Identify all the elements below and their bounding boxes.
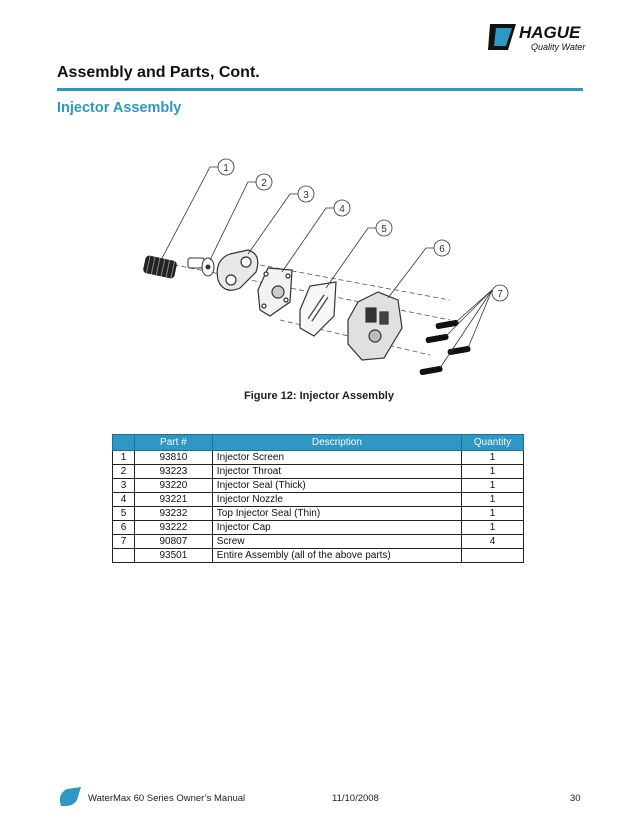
part-injector-cap [348, 292, 402, 360]
row-quantity: 1 [462, 521, 524, 535]
header-part: Part # [134, 435, 212, 451]
row-num: 1 [113, 451, 135, 465]
row-part: 93220 [134, 479, 212, 493]
row-quantity: 4 [462, 535, 524, 549]
row-num: 2 [113, 465, 135, 479]
table-row [113, 465, 524, 479]
row-description: Injector Seal (Thick) [212, 479, 461, 493]
callout-2: 2 [261, 178, 267, 189]
logo-wordmark: HAGUE [519, 23, 581, 42]
footer-date: 11/10/2008 [332, 793, 379, 804]
row-part: 93232 [134, 507, 212, 521]
callout-5: 5 [381, 224, 387, 235]
table-row [113, 507, 524, 521]
part-screws [420, 320, 471, 375]
injector-exploded-diagram [130, 150, 530, 385]
row-part: 93223 [134, 465, 212, 479]
parts-table [112, 434, 524, 563]
section-title: Assembly and Parts, Cont. [57, 64, 260, 81]
row-quantity [462, 549, 524, 563]
header-quantity: Quantity [462, 435, 524, 451]
logo-tagline: Quality Water [531, 42, 586, 52]
callout-4: 4 [339, 204, 345, 215]
row-part: 93221 [134, 493, 212, 507]
figure-caption: Figure 12: Injector Assembly [244, 390, 394, 402]
table-row [113, 493, 524, 507]
sub-title: Injector Assembly [57, 100, 182, 116]
row-quantity: 1 [462, 493, 524, 507]
row-description: Top Injector Seal (Thin) [212, 507, 461, 521]
row-quantity: 1 [462, 507, 524, 521]
header-description: Description [212, 435, 461, 451]
row-num: 4 [113, 493, 135, 507]
row-description: Injector Throat [212, 465, 461, 479]
row-num: 6 [113, 521, 135, 535]
table-row [113, 521, 524, 535]
row-description: Entire Assembly (all of the above parts) [212, 549, 461, 563]
row-quantity: 1 [462, 465, 524, 479]
row-description: Injector Cap [212, 521, 461, 535]
table-row [113, 549, 524, 563]
part-top-injector-seal [300, 282, 336, 336]
table-row [113, 535, 524, 549]
row-part: 93222 [134, 521, 212, 535]
callout-1: 1 [223, 163, 229, 174]
row-part: 90807 [134, 535, 212, 549]
header-num [113, 435, 135, 451]
footer-page-number: 30 [570, 793, 581, 804]
row-description: Screw [212, 535, 461, 549]
row-quantity: 1 [462, 451, 524, 465]
table-row [113, 479, 524, 493]
row-num: 7 [113, 535, 135, 549]
part-injector-screen [142, 255, 177, 279]
callout-6: 6 [439, 244, 445, 255]
table-row [113, 451, 524, 465]
part-injector-seal-thick [217, 250, 258, 290]
row-num [113, 549, 135, 563]
callout-3: 3 [303, 190, 309, 201]
part-injector-throat [188, 258, 214, 276]
water-drop-icon [57, 786, 83, 808]
row-quantity: 1 [462, 479, 524, 493]
footer-manual-title: WaterMax 60 Series Owner’s Manual [88, 793, 246, 804]
row-num: 5 [113, 507, 135, 521]
row-description: Injector Screen [212, 451, 461, 465]
row-part: 93810 [134, 451, 212, 465]
table-header-row [113, 435, 524, 451]
callout-7: 7 [497, 289, 503, 300]
row-part: 93501 [134, 549, 212, 563]
part-injector-nozzle [258, 268, 292, 316]
row-num: 3 [113, 479, 135, 493]
row-description: Injector Nozzle [212, 493, 461, 507]
hague-logo [486, 18, 598, 56]
header-rule [57, 88, 583, 91]
